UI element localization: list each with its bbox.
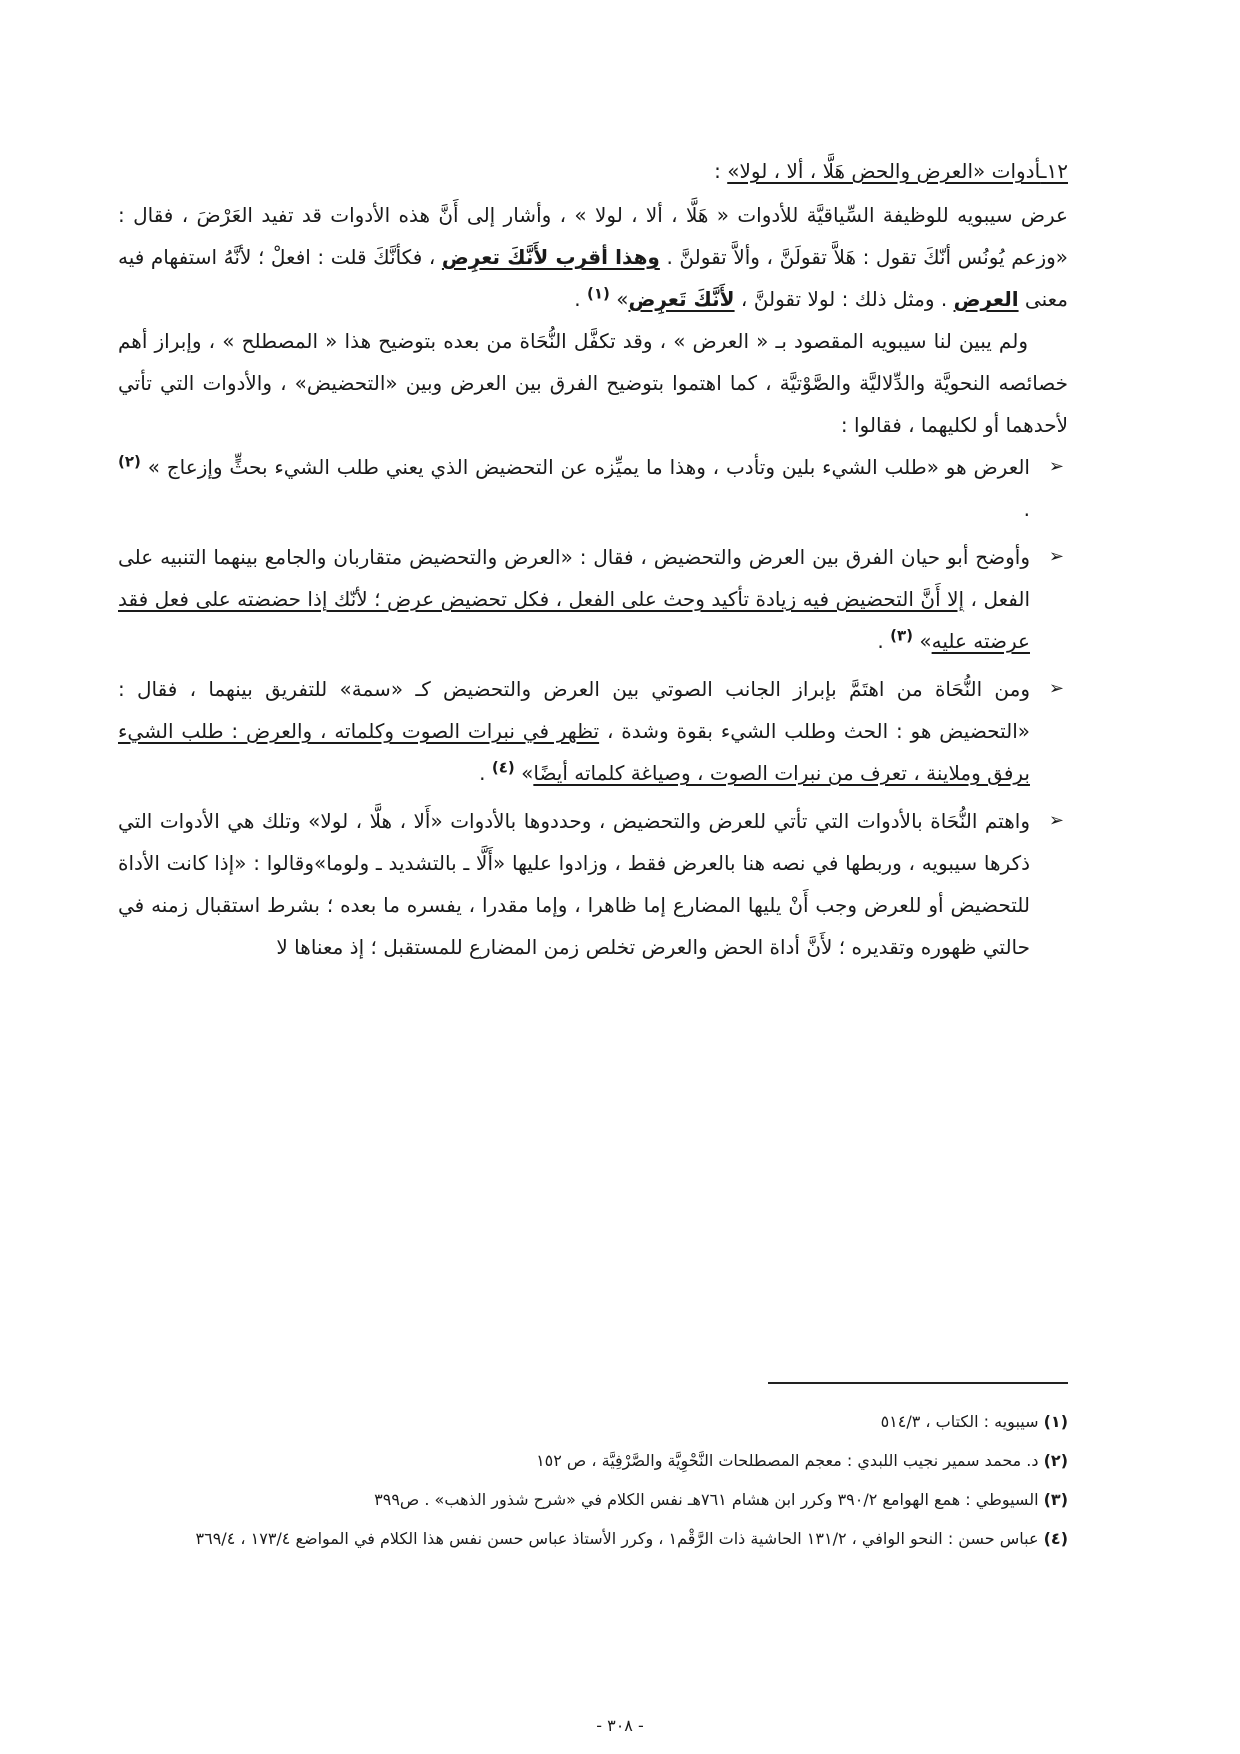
arrow-bullet-icon: ➢ [1048,678,1064,699]
bullet-text: واهتم النُّحَاة بالأدوات التي تأتي للعرض والتحضيض ، وحددوها بالأدوات «أَلا ، هلَّا ، لولا» وتلك هي الأدوات التي ذكرها سيبويه ، وربطها في نصه هنا بالعرض فقط ، وزادوا عليها «أَلَّا ـ بالتشديد ـ ولوما»وقالوا : «إذا كانت الأداة للتحضيض أو للعرض وجب أَنْ يليها المضارع إما ظاهرا ، وإما مقدرا ، يفسره ما بعده ؛ بشرط استقبال زمنه في حالتي ظهوره وتقديره ؛ لأَنَّ أداة الحض والعرض تخلص زمن المضارع للمستقبل ؛ إذ معناها لا [118,809,1030,959]
p1-text-g: » [609,287,629,311]
heading-number: ١٢ـ [1040,159,1068,183]
footnote-ref-3: (٣) [890,626,914,645]
bullet-item [118,536,1068,662]
p1-text-c: ، فكأنَّكَ قلت : افعلْ ؛ لأنَّهُ استفهام فيه معنى [118,245,1068,311]
footnote-number: (٢) [1043,1451,1068,1470]
p1-emphasis-b: وهذا أقرب لأَنَّكَ تعرِض [441,245,660,269]
paragraph-1 [118,194,1068,320]
footnote-1 [118,1410,1068,1434]
p1-emphasis-d: العرض [953,287,1019,311]
page-body [118,150,1068,974]
footnote-2 [118,1449,1068,1473]
footnote-ref-1: (١) [586,284,610,303]
footnote-number: (١) [1043,1412,1068,1431]
footnote-3 [118,1488,1068,1512]
footnote-text: سيبويه : الكتاب ، ٥١٤/٣ [880,1412,1039,1431]
bullet-underlined-text: إلا أَنَّ التحضيض فيه زيادة تأكيد وحث على الفعل ، فكل تحضيض عرض ؛ لأنّك إذا حضضته على فعل فقد عرضته عليه [118,587,1030,653]
bullet-tail: » [913,629,932,653]
p1-end: . [574,287,587,311]
footnote-number: (٤) [1043,1529,1068,1548]
page-number: - ٣٠٨ - [596,1716,644,1735]
footnote-text: د. محمد سمير نجيب اللبدي : معجم المصطلحات النَّحْوِيَّة والصَّرْفِيَّة ، ص ١٥٢ [536,1451,1039,1470]
footnotes [118,1382,1068,1566]
footnote-number: (٣) [1043,1490,1068,1509]
arrow-bullet-icon: ➢ [1048,546,1064,567]
bullet-end: . [1023,497,1030,521]
bullet-end: . [479,761,492,785]
arrow-bullet-icon: ➢ [1048,456,1064,477]
bullet-underlined-text: تظهر في نبرات الصوت وكلماته ، والعرض : طلب الشيء برفق وملاينة ، تعرف من نبرات الصوت ، وصياغة كلماته أيضًا [118,719,1030,785]
bullet-item [118,668,1068,794]
bullet-end: . [877,629,891,653]
footnote-4 [118,1527,1068,1551]
arrow-bullet-icon: ➢ [1048,810,1064,831]
bullet-item [118,800,1068,968]
heading-title: أدوات «العرض والحض هَلَّا ، ألا ، لولا» [727,159,1041,183]
p1-text-a: عرض سيبويه للوظيفة السِّياقيَّة للأدوات « هَلَّا ، ألا ، لولا » ، وأشار إلى أَنَّ هذه الأدوات قد تفيد العَرْضَ ، فقال : «وزعم يُونُس أنّكَ تقول : هَلاَّ تقولَنَّ ، وألاَّ تقولنَّ . [118,203,1068,269]
p1-emphasis-f: لأَنَّكَ تَعرِض [628,287,735,311]
section-heading [118,150,1068,192]
footnote-text: السيوطي : همع الهوامع ٣٩٠/٢ وكرر ابن هشام ٧٦١هـ نفس الكلام في «شرح شذور الذهب» . ص٣٩٩ [374,1490,1039,1509]
paragraph-2: ولم يبين لنا سيبويه المقصود بـ « العرض » ، وقد تكفَّل النُّحَاة من بعده بتوضيح هذا « المصطلح » ، وإبراز أهم خصائصه النحويَّة والدِّلاليَّة والصَّوْتيَّة ، كما اهتموا بتوضيح الفرق بين العرض وبين «التحضيض» ، والأدوات التي تأتي لأحدهما أو لكليهما ، فقالوا : [118,329,1068,437]
footnote-divider [768,1382,1068,1384]
bullet-text: وأوضح أبو حيان الفرق بين العرض والتحضيض ، فقال : «العرض والتحضيض متقاربان والجامع بينهما التنبيه على الفعل ، [118,545,1031,611]
footnote-ref-4: (٤) [491,758,515,777]
bullet-item [118,446,1068,530]
bullet-text: ومن النُّحَاة من اهتَمَّ بإبراز الجانب الصوتي بين العرض والتحضيض كـ «سمة» للتفريق بينهما ، فقال : «التحضيض هو : الحث وطلب الشيء بقوة وشدة ، [118,677,1030,743]
p1-text-e: . ومثل ذلك : لولا تقولنَّ ، [734,287,954,311]
footnote-text: عباس حسن : النحو الوافي ، ١٣١/٢ الحاشية ذات الرَّقْم١ ، وكرر الأستاذ عباس حسن نفس هذا الكلام في المواضع ١٧٣/٤ ، ٣٦٩/٤ [195,1529,1039,1548]
bullet-list [118,446,1068,968]
heading-tail: : [714,159,728,183]
bullet-text: العرض هو «طلب الشيء بلين وتأدب ، وهذا ما يميِّزه عن التحضيض الذي يعني طلب الشيء بحثٍّ وإزعاج » [140,455,1030,479]
bullet-tail: » [514,761,534,785]
footnote-ref-2: (٢) [118,452,141,471]
